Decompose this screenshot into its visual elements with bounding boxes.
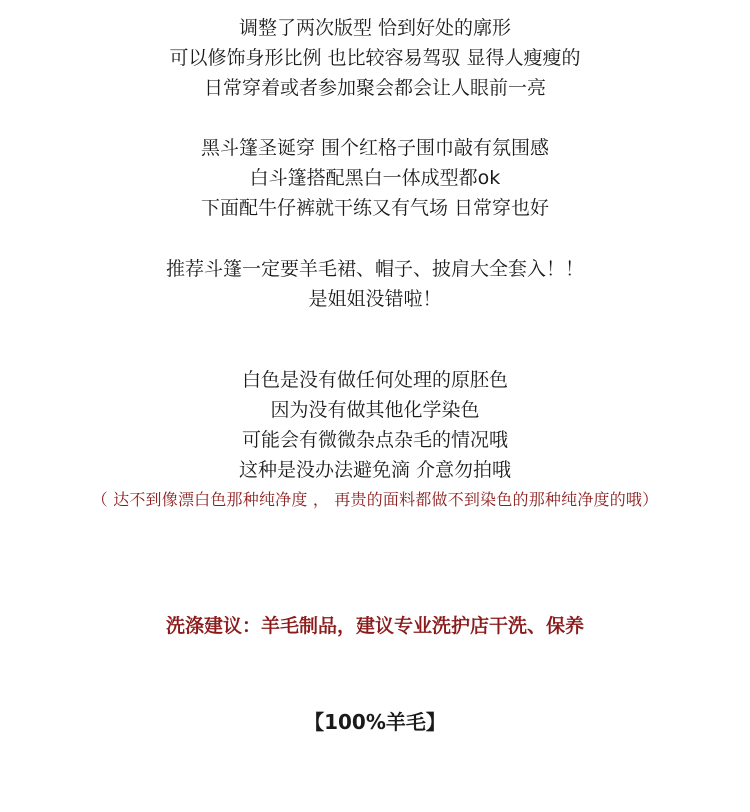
recommendation-line: 是姐姐没错啦！ [308,288,442,310]
color-notice-line: 白色是没有做任何处理的原胚色 [241,369,508,391]
material-label: 【100%羊毛】 [304,710,446,734]
description-line: 日常穿着或者参加聚会都会让人眼前一亮 [203,77,546,99]
description-line: 调整了两次版型 恰到好处的廓形 [238,17,512,39]
color-notice-line: 因为没有做其他化学染色 [270,399,480,421]
styling-line: 白斗篷搭配黑白一体成型都ok [249,167,501,189]
color-notice-line: 这种是没办法避免滴 介意勿拍哦 [238,459,512,481]
purity-note: （ 达不到像漂白色那种纯净度 ， 再贵的面料都做不到染色的那种纯净度的哦） [91,490,659,509]
styling-line: 下面配牛仔裤就干练又有气场 日常穿也好 [200,197,550,219]
color-notice-line: 可能会有微微杂点杂毛的情况哦 [241,429,508,451]
washing-advice: 洗涤建议：羊毛制品，建议专业洗护店干洗、保养 [165,615,584,637]
description-line: 可以修饰身形比例 也比较容易驾驭 显得人瘦瘦的 [169,47,581,69]
recommendation-line: 推荐斗篷一定要羊毛裙、帽子、披肩大全套入！！ [165,258,584,280]
styling-line: 黑斗篷圣诞穿 围个红格子围巾敲有氛围感 [200,137,550,159]
